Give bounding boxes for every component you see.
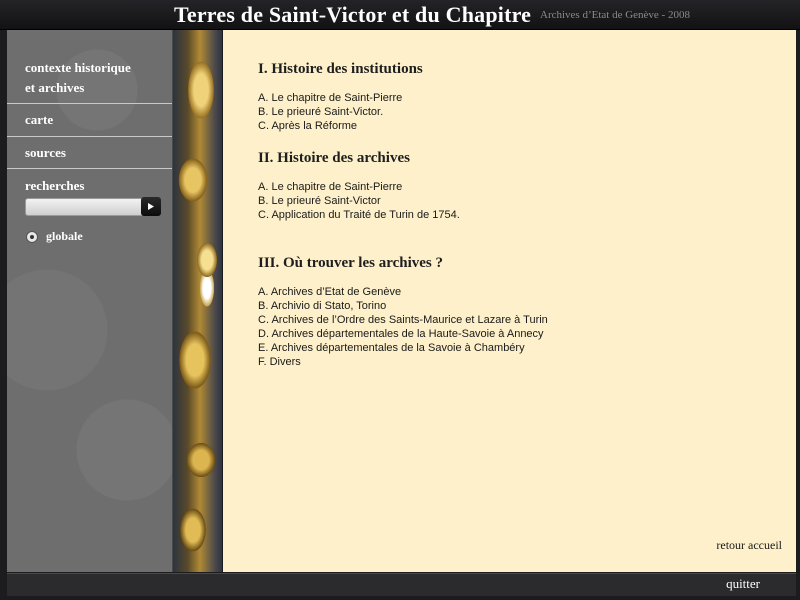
header-bar	[0, 0, 800, 30]
nav-label-contexte-line1: contexte historique	[25, 60, 131, 75]
section-link[interactable]: B. Le prieuré Saint-Victor.	[258, 106, 384, 118]
home-link[interactable]: retour accueil	[716, 538, 782, 552]
search-scope-radio[interactable]	[26, 231, 38, 243]
nav-item-carte[interactable]	[7, 104, 172, 137]
section-link[interactable]: A. Le chapitre de Saint-Pierre	[258, 92, 403, 104]
search-button[interactable]	[141, 197, 161, 216]
section-link[interactable]: E. Archives départementales de la Savoie à Chambéry	[258, 342, 525, 354]
decorative-ornament-image	[173, 30, 222, 572]
search-input[interactable]	[25, 198, 145, 216]
search-label: recherches	[25, 178, 85, 193]
footer-bar	[7, 573, 796, 596]
section-link[interactable]: C. Archives de l’Ordre des Saints-Maurice et Lazare à Turin	[258, 314, 548, 326]
section-link[interactable]: D. Archives départementales de la Haute-Savoie à Annecy	[258, 328, 544, 340]
nav-item-contexte[interactable]	[7, 30, 172, 104]
section-link[interactable]: B. Archivio di Stato, Torino	[258, 300, 387, 312]
section-link[interactable]: A. Archives d’Etat de Genève	[258, 286, 402, 298]
nav-label-contexte-line2: et archives	[25, 80, 85, 95]
nav-label-carte: carte	[25, 112, 54, 127]
play-arrow-icon	[148, 203, 154, 210]
section-link[interactable]: C. Après la Réforme	[258, 120, 358, 132]
section-link[interactable]: B. Le prieuré Saint-Victor	[258, 195, 381, 207]
section-link[interactable]: C. Application du Traité de Turin de 1754.	[258, 209, 460, 221]
app-title: Terres de Saint-Victor et du Chapitre	[174, 2, 532, 27]
section-link[interactable]: F. Divers	[258, 356, 301, 368]
section-title: II. Histoire des archives	[258, 150, 410, 166]
nav-label-sources: sources	[25, 145, 66, 160]
header-subtitle: Archives d’Etat de Genève - 2008	[540, 9, 690, 21]
main-content	[223, 30, 796, 572]
section-title: I. Histoire des institutions	[258, 61, 423, 77]
section-link[interactable]: A. Le chapitre de Saint-Pierre	[258, 181, 403, 193]
search-scope-label: globale	[46, 229, 83, 243]
nav-item-sources[interactable]	[7, 137, 172, 169]
quit-button[interactable]: quitter	[726, 576, 760, 591]
sidebar	[7, 30, 173, 572]
section-title: III. Où trouver les archives ?	[258, 255, 444, 271]
